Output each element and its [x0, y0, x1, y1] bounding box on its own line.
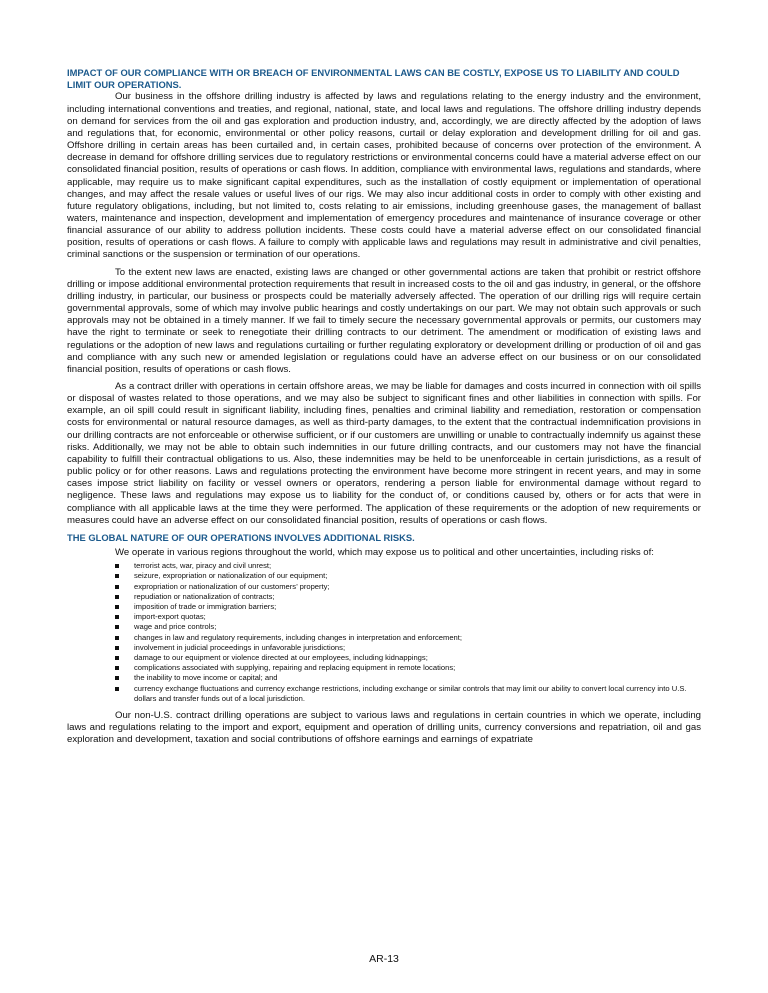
list-item [67, 622, 701, 632]
list-item-text: terrorist acts, war, piracy and civil unrest; [134, 561, 272, 571]
section-heading-environmental: IMPACT OF OUR COMPLIANCE WITH OR BREACH OF ENVIRONMENTAL LAWS CAN BE COSTLY, EXPOSE US TO LIABILITY AND COULD LIMIT OUR OPERATIONS. [67, 67, 680, 91]
list-item-text: damage to our equipment or violence directed at our employees, including kidnappings; [134, 653, 428, 663]
list-item [67, 653, 701, 663]
list-item-text: import-export quotas; [134, 612, 206, 622]
list-item [67, 663, 701, 673]
section-heading-global-risks: THE GLOBAL NATURE OF OUR OPERATIONS INVOLVES ADDITIONAL RISKS. [67, 531, 415, 543]
list-item [67, 684, 701, 704]
paragraph: To the extent new laws are enacted, existing laws are changed or other governmental actions are taken that prohibit or restrict offshore drilling or impose additional environmental protection requirements that result in increased costs to the oil and gas industry, in general, or the offshore drilling industry, in particular, our business or prospects could be materially adversely affected. The operation of our drilling rigs will require certain governmental approvals, some of which may involve public hearings and costly undertakings on our part. We may not obtain such approvals or such approvals may not be obtained in a timely manner. If we fail to timely secure the necessary governmental approvals or permits, our customers may have the right to terminate or seek to renegotiate their drilling contracts to our detriment. The amendment or modification of existing laws and regulations or the adoption of new laws and regulations curtailing or further regulating exploratory or development drilling or production of oil and gas and compliance with any such new or amended legislation or regulations could have an adverse effect on our business or on our consolidated financial position, results of operations or cash flows. [67, 266, 701, 375]
bullet-icon [115, 646, 119, 650]
list-item-text: expropriation or nationalization of our customers’ property; [134, 581, 330, 591]
bullet-icon [115, 605, 119, 609]
bullet-icon [115, 595, 119, 599]
list-item-text: imposition of trade or immigration barriers; [134, 602, 277, 612]
bullet-icon [115, 574, 119, 578]
list-intro: We operate in various regions throughout the world, which may expose us to political and other uncertainties, including risks of: [115, 547, 654, 559]
list-item [67, 673, 701, 683]
list-item [67, 612, 701, 622]
list-item-text: currency exchange fluctuations and currency exchange restrictions, including exchange or similar controls that may limit our ability to convert local currency into U.S. dollars and transfer funds out of a local jurisdiction. [134, 683, 687, 703]
list-item [67, 643, 701, 653]
list-item-text: repudiation or nationalization of contracts; [134, 591, 275, 601]
list-item [67, 592, 701, 602]
list-item-text: changes in law and regulatory requirements, including changes in interpretation and enforcement; [134, 632, 462, 642]
list-item [67, 633, 701, 643]
paragraph: As a contract driller with operations in certain offshore areas, we may be liable for damages and costs incurred in connection with oil spills or disposal of wastes related to those operations, and we may also be subject to significant fines and other liabilities in connection with spills. For example, an oil spill could result in significant liability, including fines, penalties and criminal liability and remediation, restoration or compensation costs for environmental or natural resource damages, as well as third-party damages, to the extent that the contractual indemnification provisions in our drilling contracts are not enforceable or otherwise sufficient, or if our customers are unwilling or unable to contractually indemnify us against these risks. Additionally, we may not be able to obtain such indemnities in our future drilling contracts, and our customers may not have the financial capability to fulfill their contractual obligations to us. Also, these indemnities may be held to be unenforceable in certain jurisdictions, as a result of public policy or for other reasons. Laws and regulations protecting the environment have become more stringent in recent years, and may in some cases impose strict liability on facility or vessel owners or operators, rendering a person liable for environmental damage without regard to negligence. These laws and regulations may expose us to liability for the conduct of, or conditions caused by, others or for acts that were in compliance with all applicable laws at the time they were performed. The application of these requirements or the adoption of new requirements or measures could have an adverse effect on our consolidated financial position, results of operations or cash flows. [67, 381, 701, 526]
list-item-text: involvement in judicial proceedings in unfavorable jurisdictions; [134, 642, 346, 652]
bullet-icon [115, 687, 119, 691]
risk-list [67, 561, 701, 704]
bullet-icon [115, 564, 119, 568]
list-item-text: seizure, expropriation or nationalization of our equipment; [134, 571, 328, 581]
paragraph: Our business in the offshore drilling industry is affected by laws and regulations relating to the energy industry and the environment, including international conventions and treaties, and regional, national, state, and local laws and regulations. The offshore drilling industry depends on demand for services from the oil and gas exploration and production industry, and, accordingly, we are directly affected by the adoption of laws and regulations that, for economic, environmental or other policy reasons, curtail or delay exploration and development drilling for oil and gas. Offshore drilling in certain areas has been curtailed and, in certain cases, prohibited because of concerns over protection of the environment. A decrease in demand for offshore drilling services due to regulatory restrictions or environmental concerns could have a material adverse effect on our consolidated financial position, results of operations or cash flows. In addition, compliance with environmental laws, regulations and standards, where applicable, may require us to make significant capital expenditures, such as the installation of costly equipment or implementation of operational changes, and may affect the resale values or useful lives of our rigs. We may also incur additional costs in order to comply with other existing and future regulatory obligations, including, but not limited to, costs relating to air emissions, including greenhouse gases, the management of ballast waters, maintenance and inspection, development and implementation of emergency procedures and maintenance of insurance coverage or other financial assurance of our ability to address pollution incidents. These costs could have a material adverse effect on our consolidated financial position, results of operations or cash flows. A failure to comply with applicable laws and regulations may result in administrative and civil penalties, criminal sanctions or the suspension or termination of our operations. [67, 91, 701, 261]
bullet-icon [115, 636, 119, 640]
list-item-text: the inability to move income or capital; and [134, 673, 278, 683]
list-item [67, 571, 701, 581]
list-item-text: complications associated with supplying, repairing and replacing equipment in remote locations; [134, 663, 456, 673]
page-number: AR-13 [369, 953, 399, 965]
bullet-icon [115, 676, 119, 680]
bullet-icon [115, 656, 119, 660]
bullet-icon [115, 625, 119, 629]
bullet-icon [115, 615, 119, 619]
list-item [67, 582, 701, 592]
bullet-icon [115, 585, 119, 589]
paragraph: Our non-U.S. contract drilling operations are subject to various laws and regulations in certain countries in which we operate, including laws and regulations relating to the import and export, equipment and operation of drilling units, currency conversions and repatriation, oil and gas exploration and development, taxation and social contributions of offshore earnings and earnings of expatriate [67, 710, 701, 746]
list-item [67, 561, 701, 571]
list-item [67, 602, 701, 612]
document-page [67, 67, 701, 752]
bullet-icon [115, 666, 119, 670]
list-item-text: wage and price controls; [134, 622, 217, 632]
